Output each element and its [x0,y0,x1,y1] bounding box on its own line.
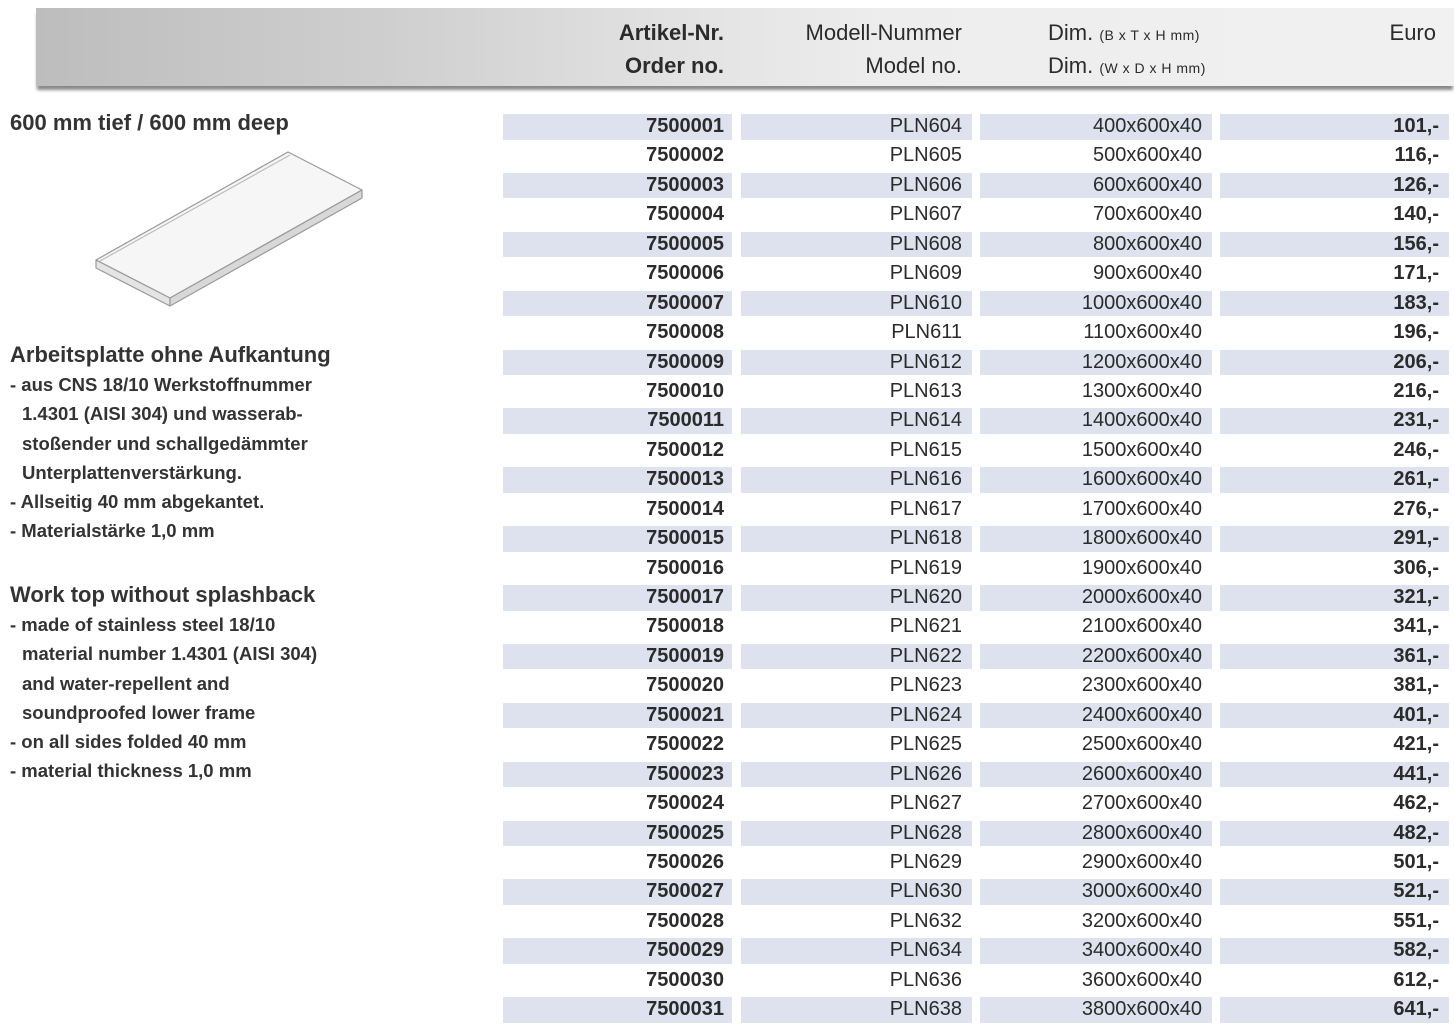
model-number-cell: PLN606 [741,173,972,199]
dimensions-cell: 1000x600x40 [980,291,1212,317]
en-line: - on all sides folded 40 mm [10,731,247,753]
table-row [503,348,1446,377]
dimensions-cell: 1100x600x40 [1083,321,1202,344]
price-cell: 291,- [1220,526,1449,552]
article-number-cell: 7500006 [646,262,724,285]
article-number-cell: 7500007 [503,291,732,317]
model-number-cell: PLN613 [889,379,962,402]
article-number-cell: 7500010 [646,379,724,402]
table-row [503,406,1446,435]
model-number-cell: PLN611 [891,321,962,344]
english-description [10,580,430,786]
table-row [503,907,1446,936]
model-number-cell: PLN604 [741,114,972,140]
model-number-cell: PLN625 [889,733,962,756]
table-row [503,760,1446,789]
en-line: - made of stainless steel 18/10 [10,614,276,635]
german-description [10,340,430,546]
de-title: Arbeitsplatte ohne Aufkantung [10,342,331,367]
header-order-no: Order no. [624,53,724,78]
dimensions-cell: 3600x600x40 [1081,968,1202,991]
en-line: material number 1.4301 (AISI 304) [22,643,318,665]
price-cell: 341,- [1393,615,1439,638]
de-line: - Materialstärke 1,0 mm [10,520,215,542]
model-number-cell: PLN638 [741,997,972,1023]
dimensions-cell: 2000x600x40 [980,585,1212,611]
price-cell: 321,- [1220,585,1449,611]
header-modell-nummer: Modell-Nummer [805,20,962,45]
article-number-cell: 7500023 [503,762,732,788]
article-number-cell: 7500026 [646,850,724,873]
table-row [503,730,1446,759]
dimensions-cell: 3000x600x40 [980,879,1212,905]
model-number-cell: PLN621 [889,615,962,638]
price-cell: 381,- [1393,674,1439,697]
price-cell: 361,- [1220,644,1449,670]
header-dim-units-de: (B x T x H mm) [1099,27,1200,43]
table-row [503,377,1446,406]
model-number-cell: PLN605 [889,144,962,167]
header-dim-units-en: (W x D x H mm) [1099,60,1206,76]
model-number-cell: PLN624 [741,703,972,729]
model-number-cell: PLN607 [889,203,962,226]
model-number-cell: PLN616 [741,467,972,493]
table-row [503,436,1446,465]
article-number-cell: 7500031 [503,997,732,1023]
header-euro: Euro [1389,20,1436,45]
dimensions-cell: 700x600x40 [1093,203,1202,226]
dimensions-cell: 500x600x40 [1093,144,1202,167]
model-number-cell: PLN630 [741,879,972,905]
article-number-cell: 7500013 [503,467,732,493]
price-cell: 171,- [1393,262,1439,285]
de-line: - aus CNS 18/10 Werkstoffnummer [10,374,312,395]
table-row [503,495,1446,524]
table-row [503,671,1446,700]
price-cell: 441,- [1220,762,1449,788]
article-number-cell: 7500029 [503,938,732,964]
model-number-cell: PLN608 [741,232,972,258]
table-row [503,112,1446,141]
model-number-cell: PLN619 [889,556,962,579]
dimensions-cell: 400x600x40 [980,114,1212,140]
article-number-cell: 7500016 [646,556,724,579]
price-cell: 216,- [1393,379,1439,402]
model-number-cell: PLN634 [741,938,972,964]
dimensions-cell: 2400x600x40 [980,703,1212,729]
dimensions-cell: 2300x600x40 [1081,674,1202,697]
article-number-cell: 7500030 [646,968,724,991]
header-model-no: Model no. [865,53,962,78]
price-cell: 551,- [1393,909,1439,932]
model-number-cell: PLN614 [741,408,972,434]
header-dim-label-de: Dim. [1048,20,1094,45]
article-number-cell: 7500001 [503,114,732,140]
dimensions-cell: 3200x600x40 [1081,909,1202,932]
price-cell: 501,- [1393,850,1439,873]
model-number-cell: PLN618 [741,526,972,552]
price-cell: 521,- [1220,879,1449,905]
article-number-cell: 7500018 [646,615,724,638]
product-description [10,108,430,138]
table-row [503,141,1446,170]
article-number-cell: 7500012 [646,438,724,461]
model-number-cell: PLN615 [889,438,962,461]
dimensions-cell: 2200x600x40 [980,644,1212,670]
model-number-cell: PLN628 [741,821,972,847]
dimensions-cell: 3800x600x40 [980,997,1212,1023]
model-number-cell: PLN617 [889,497,962,520]
dimensions-cell: 2600x600x40 [980,762,1212,788]
model-number-cell: PLN623 [889,674,962,697]
table-row [503,701,1446,730]
table-row [503,524,1446,553]
table-row [503,230,1446,259]
depth-title: 600 mm tief / 600 mm deep [10,110,289,135]
table-row [503,642,1446,671]
table-row [503,789,1446,818]
model-number-cell: PLN610 [741,291,972,317]
price-cell: 582,- [1220,938,1449,964]
model-number-cell: PLN622 [741,644,972,670]
article-number-cell: 7500003 [503,173,732,199]
article-number-cell: 7500021 [503,703,732,729]
price-cell: 140,- [1393,203,1439,226]
table-row [503,936,1446,965]
dimensions-cell: 1400x600x40 [980,408,1212,434]
article-number-cell: 7500022 [646,733,724,756]
price-cell: 276,- [1393,497,1439,520]
article-number-cell: 7500011 [503,408,732,434]
de-bullets [10,370,430,546]
en-line: and water-repellent and [22,672,230,694]
dimensions-cell: 3400x600x40 [980,938,1212,964]
en-line: - material thickness 1,0 mm [10,760,252,782]
table-row [503,171,1446,200]
price-cell: 183,- [1220,291,1449,317]
article-number-cell: 7500017 [503,585,732,611]
article-number-cell: 7500004 [646,203,724,226]
price-cell: 116,- [1394,144,1439,167]
header-dim-en [1048,50,1288,84]
dimensions-cell: 2700x600x40 [1081,792,1202,815]
table-row [503,966,1446,995]
table-header [36,8,1454,86]
article-number-cell: 7500020 [646,674,724,697]
table-row [503,318,1446,347]
article-number-cell: 7500015 [503,526,732,552]
header-dim-de [1048,17,1288,51]
price-cell: 246,- [1393,438,1439,461]
en-bullets [10,610,430,786]
price-cell: 462,- [1393,792,1439,815]
price-cell: 101,- [1220,114,1449,140]
dimensions-cell: 1500x600x40 [1081,438,1202,461]
de-line: 1.4301 (AISI 304) und wasserab- [22,403,303,425]
model-number-cell: PLN620 [741,585,972,611]
price-cell: 126,- [1220,173,1449,199]
price-cell: 421,- [1393,733,1439,756]
dimensions-cell: 1200x600x40 [980,350,1212,376]
model-number-cell: PLN609 [889,262,962,285]
dimensions-cell: 900x600x40 [1093,262,1202,285]
price-cell: 231,- [1220,408,1449,434]
de-line: stoßender und schallgedämmter [22,432,308,454]
table-row [503,819,1446,848]
price-cell: 612,- [1393,968,1439,991]
worktop-illustration-icon [90,148,370,308]
article-number-cell: 7500027 [503,879,732,905]
table-row [503,465,1446,494]
dimensions-cell: 2100x600x40 [1081,615,1202,638]
table-row [503,877,1446,906]
article-number-cell: 7500009 [503,350,732,376]
model-number-cell: PLN629 [889,850,962,873]
dimensions-cell: 1800x600x40 [980,526,1212,552]
dimensions-cell: 1300x600x40 [1081,379,1202,402]
table-row [503,259,1446,288]
dimensions-cell: 1900x600x40 [1081,556,1202,579]
article-number-cell: 7500019 [503,644,732,670]
dimensions-cell: 800x600x40 [980,232,1212,258]
price-cell: 306,- [1393,556,1439,579]
dimensions-cell: 2800x600x40 [980,821,1212,847]
table-row [503,200,1446,229]
price-cell: 206,- [1220,350,1449,376]
table-row [503,289,1446,318]
header-artikel-nr: Artikel-Nr. [618,20,724,45]
article-number-cell: 7500002 [646,144,724,167]
model-number-cell: PLN626 [741,762,972,788]
en-line: soundproofed lower frame [22,701,256,723]
table-row [503,995,1446,1024]
header-dim-label-en: Dim. [1048,53,1094,78]
price-cell: 196,- [1393,321,1439,344]
dimensions-cell: 2900x600x40 [1081,850,1202,873]
model-number-cell: PLN627 [889,792,962,815]
model-number-cell: PLN612 [741,350,972,376]
price-table [503,112,1446,1025]
table-row [503,848,1446,877]
article-number-cell: 7500008 [646,321,724,344]
de-line: - Allseitig 40 mm abgekantet. [10,491,265,513]
en-title: Work top without splashback [10,582,316,607]
price-cell: 641,- [1220,997,1449,1023]
dimensions-cell: 1600x600x40 [980,467,1212,493]
table-row [503,583,1446,612]
table-row [503,612,1446,641]
article-number-cell: 7500024 [646,792,724,815]
price-cell: 401,- [1220,703,1449,729]
de-line: Unterplattenverstärkung. [22,461,242,483]
dimensions-cell: 600x600x40 [980,173,1212,199]
model-number-cell: PLN632 [889,909,962,932]
price-cell: 261,- [1220,467,1449,493]
article-number-cell: 7500005 [503,232,732,258]
article-number-cell: 7500014 [646,497,724,520]
table-row [503,554,1446,583]
price-cell: 156,- [1220,232,1449,258]
dimensions-cell: 2500x600x40 [1081,733,1202,756]
article-number-cell: 7500025 [503,821,732,847]
dimensions-cell: 1700x600x40 [1081,497,1202,520]
model-number-cell: PLN636 [889,968,962,991]
article-number-cell: 7500028 [646,909,724,932]
price-cell: 482,- [1220,821,1449,847]
